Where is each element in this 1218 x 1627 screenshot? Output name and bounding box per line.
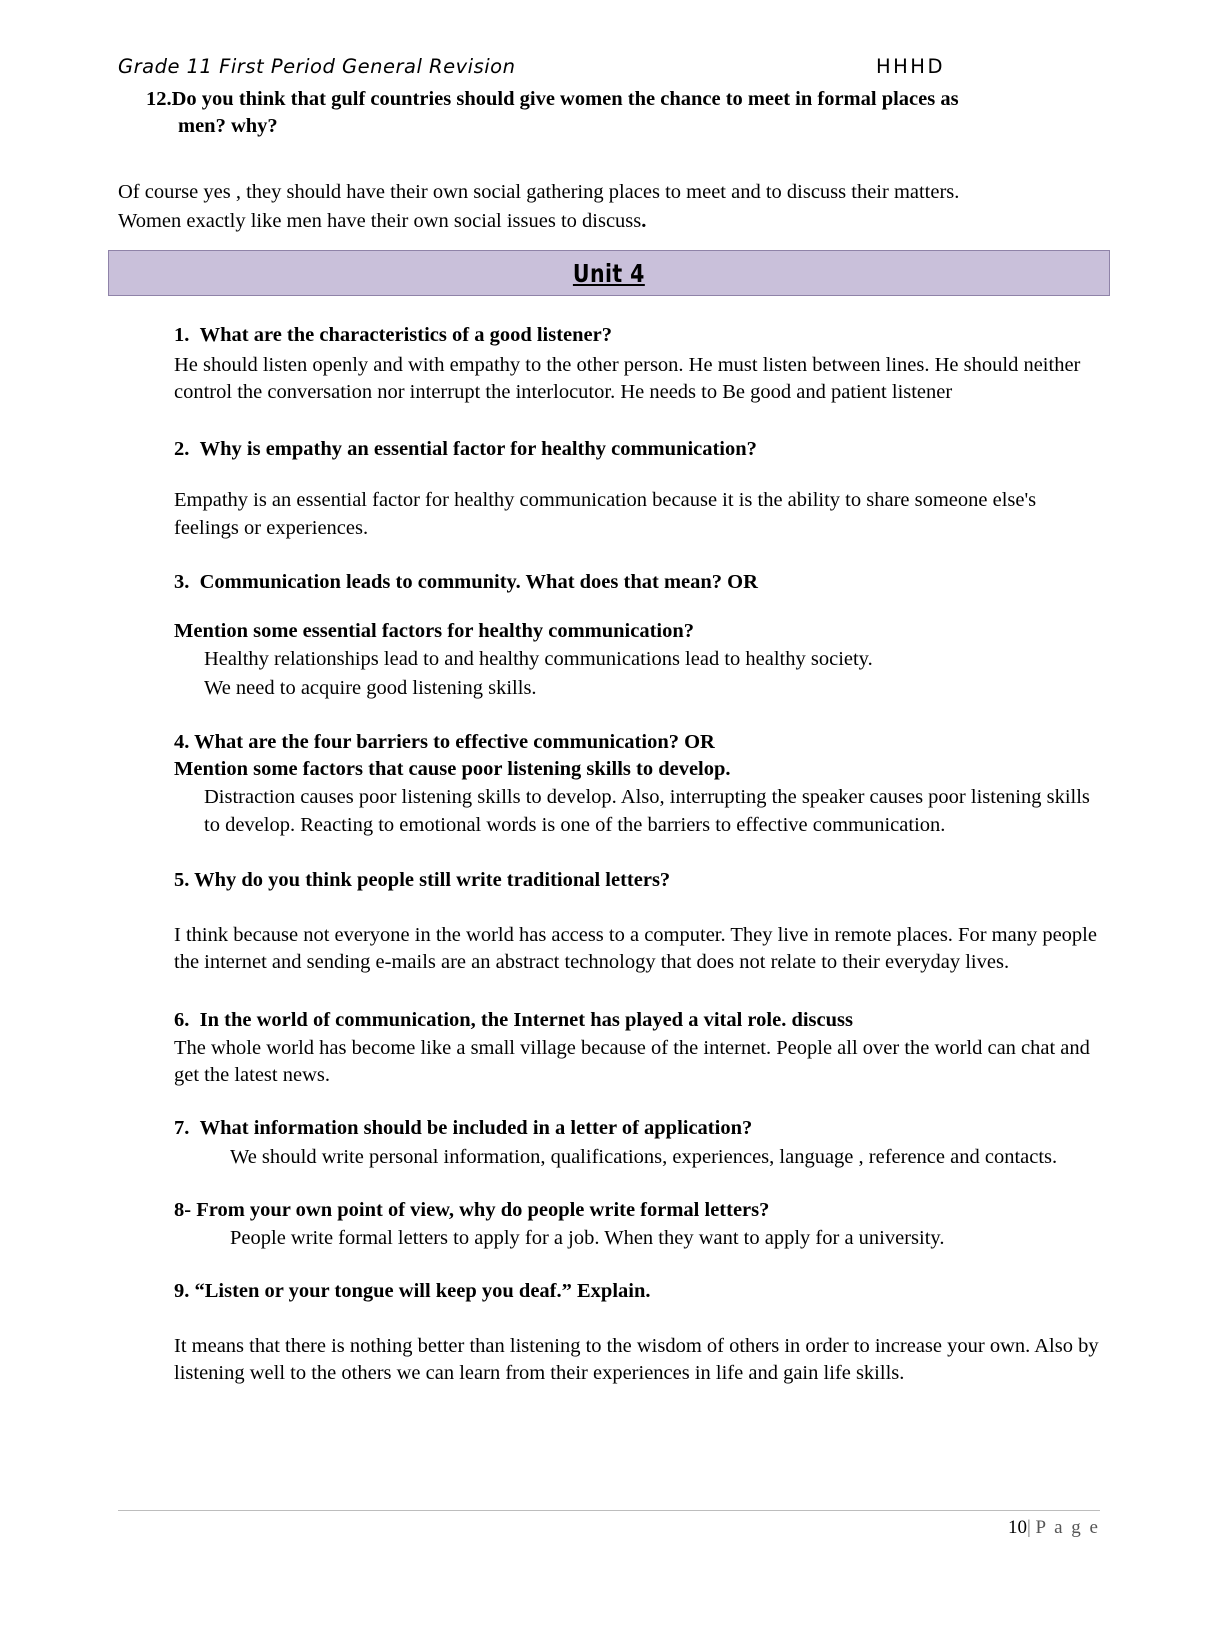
qa-item-4-answer: Distraction causes poor listening skills to develop. Also, interrupting the speaker causes poor listening skills to develop. Reacting to emotional words is one of the barriers to effective communication.: [204, 786, 1090, 836]
qa-item-5-question: 5. Why do you think people still write traditional letters?: [174, 868, 671, 891]
qa-item-9: [174, 1278, 1100, 1387]
qa-item-6-number: 6.: [174, 1008, 190, 1031]
qa-item-1-answer: He should listen openly and with empathy to the other person. He must listen between lines. He should neither control the conversation nor interrupt the interlocutor. He needs to Be good and patient listener: [174, 353, 1081, 403]
qa-item-3-question: Communication leads to community. What does that mean? OR: [199, 570, 758, 593]
page-footer: [118, 1510, 1100, 1539]
qa-item-8-answer: People write formal letters to apply for a job. When they want to apply for a university.: [230, 1227, 945, 1250]
qa-item-7-number: 7.: [174, 1117, 190, 1140]
qa-item-7-answer: We should write personal information, qualifications, experiences, language , reference and contacts.: [230, 1145, 1058, 1168]
qa-item-2-question: Why is empathy an essential factor for healthy communication?: [199, 438, 757, 461]
unit-banner: [108, 250, 1110, 296]
header-title-left: Grade 11 First Period General Revision: [118, 55, 516, 78]
qa-item-4: [174, 729, 1100, 839]
qa-item-2-answer: Empathy is an essential factor for healthy communication because it is the ability to share someone else's feelings or experiences.: [174, 489, 1037, 539]
question-12-line2: men? why?: [178, 115, 278, 138]
qa-item-3-answer-line1: Healthy relationships lead to and healthy communications lead to healthy society.: [204, 648, 873, 671]
answer-12: [118, 178, 1100, 236]
answer-12-period: .: [641, 210, 647, 233]
question-12-line1: Do you think that gulf countries should give women the chance to meet in formal places as: [171, 88, 959, 110]
qa-item-9-question: 9. “Listen or your tongue will keep you deaf.” Explain.: [174, 1280, 651, 1303]
qa-item-2: [174, 436, 1100, 542]
qa-item-1-question: What are the characteristics of a good listener?: [199, 324, 612, 347]
footer-separator: |: [1026, 1517, 1031, 1538]
qa-item-9-answer: It means that there is nothing better than listening to the wisdom of others in order to increase your own. Also by listening well to the others we can learn from their experiences in life and gain life skills.: [174, 1334, 1099, 1384]
question-12: [118, 86, 1100, 140]
qa-item-3-answer-line2: We need to acquire good listening skills.: [204, 676, 537, 699]
qa-item-7: [174, 1115, 1100, 1171]
qa-item-2-number: 2.: [174, 438, 190, 461]
page-header: [118, 55, 1100, 80]
qa-item-6-answer: The whole world has become like a small village because of the internet. People all over the world can chat and get the latest news.: [174, 1036, 1090, 1087]
qa-item-8: [174, 1197, 1100, 1253]
qa-item-5: [174, 867, 1100, 977]
qa-item-1-number: 1.: [174, 324, 190, 347]
qa-item-3-subquestion: Mention some essential factors for healthy communication?: [174, 620, 695, 643]
qa-list: [118, 322, 1100, 1387]
qa-item-5-answer: I think because not everyone in the world has access to a computer. They live in remote places. For many people the internet and sending e-mails are an abstract technology that does not relate to their everyday lives.: [174, 924, 1097, 974]
qa-item-8-question: 8- From your own point of view, why do people write formal letters?: [174, 1198, 770, 1221]
question-12-number: 12.: [146, 88, 172, 110]
answer-12-line1: Of course yes , they should have their own social gathering places to meet and to discuss their matters.: [118, 181, 960, 204]
qa-item-4-subquestion: Mention some factors that cause poor listening skills to develop.: [174, 758, 731, 781]
qa-item-1: [174, 322, 1100, 406]
footer-page-word: P a g e: [1035, 1517, 1100, 1538]
unit-banner-title: Unit 4: [573, 258, 645, 288]
qa-item-3: [174, 569, 1100, 702]
qa-item-3-number: 3.: [174, 570, 190, 593]
footer-page-number: 10: [1007, 1517, 1027, 1538]
header-title-right: HHHD: [875, 55, 945, 78]
qa-item-7-question: What information should be included in a letter of application?: [199, 1117, 753, 1140]
qa-item-4-question: 4. What are the four barriers to effective communication? OR: [174, 730, 715, 753]
qa-item-6: [174, 1007, 1100, 1090]
qa-item-6-question: In the world of communication, the Internet has played a vital role. discuss: [199, 1008, 853, 1031]
answer-12-line2: Women exactly like men have their own social issues to discuss: [118, 210, 642, 233]
